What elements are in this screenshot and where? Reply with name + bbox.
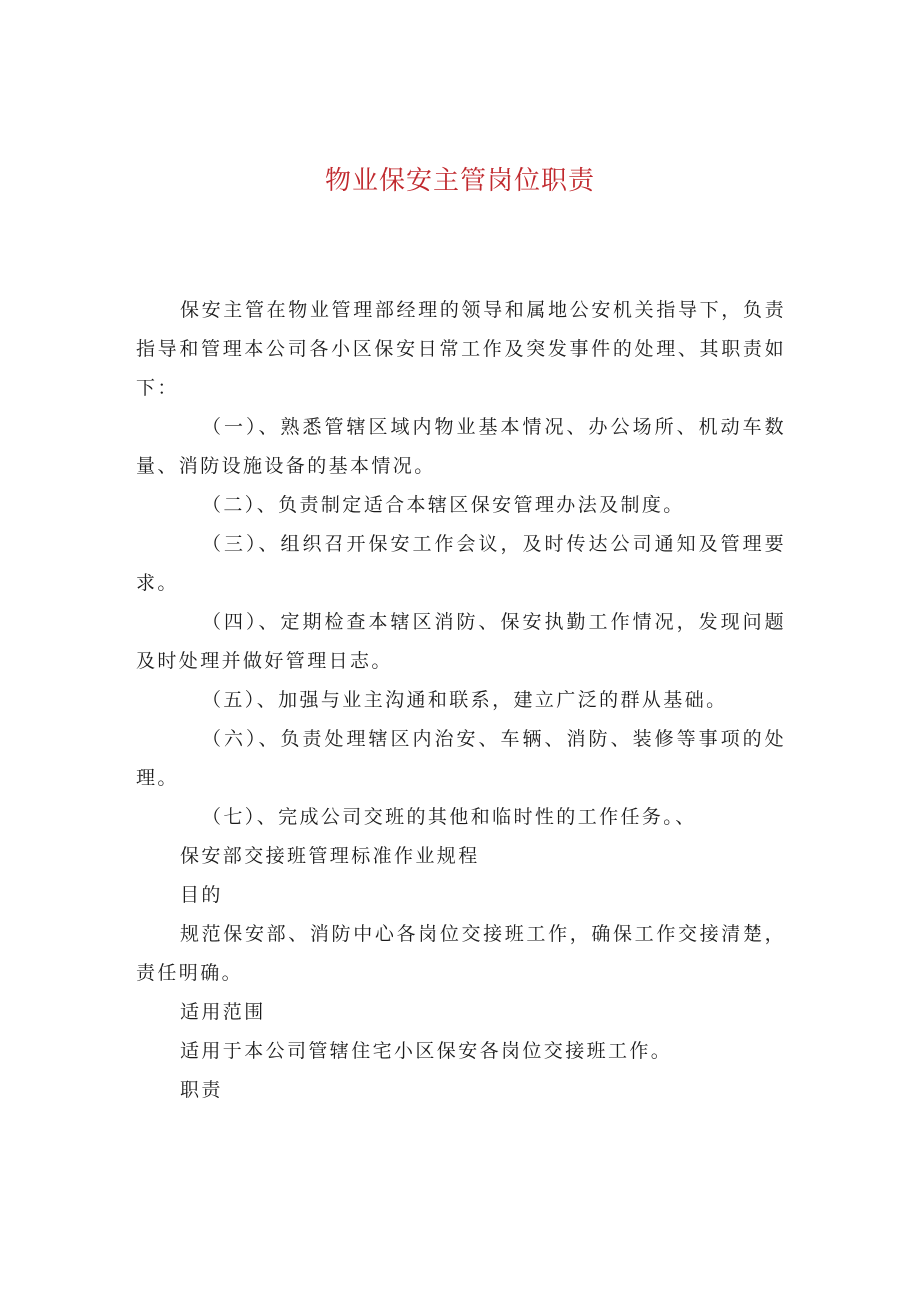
duty-item-7: （七）、完成公司交班的其他和临时性的工作任务。、: [202, 806, 697, 828]
scope-paragraph: 适用于本公司管辖住宅小区保安各岗位交接班工作。: [180, 1040, 673, 1062]
duty-item-2: （二）、负责制定适合本辖区保安管理办法及制度。: [202, 494, 685, 516]
section-heading-purpose: 目的: [180, 884, 223, 906]
section-heading-scope: 适用范围: [180, 1001, 266, 1023]
duty-item-5: （五）、加强与业主沟通和联系，建立广泛的群从基础。: [202, 689, 728, 711]
document-title: 物业保安主管岗位职责: [324, 166, 595, 196]
duty-item-6: （六）、负责处理辖区内治安、车辆、消防、装修等事项的处理。: [136, 728, 786, 789]
intro-paragraph: 保安主管在物业管理部经理的领导和属地公安机关指导下，负责指导和管理本公司各小区保安日常工作及突发事件的处理、其职责如下：: [136, 299, 786, 399]
duty-item-1: （一）、熟悉管辖区域内物业基本情况、办公场所、机动车数量、消防设施设备的基本情况。: [136, 416, 786, 477]
section-heading-shift-handover: 保安部交接班管理标准作业规程: [180, 845, 480, 867]
duty-item-4: （四）、定期检查本辖区消防、保安执勤工作情况，发现问题及时处理并做好管理日志。: [136, 611, 786, 672]
purpose-paragraph: 规范保安部、消防中心各岗位交接班工作，确保工作交接清楚，责任明确。: [136, 923, 786, 984]
section-heading-responsibilities: 职责: [180, 1079, 223, 1101]
document-body: [136, 291, 786, 1110]
duty-item-3: （三）、组织召开保安工作会议，及时传达公司通知及管理要求。: [136, 533, 786, 594]
